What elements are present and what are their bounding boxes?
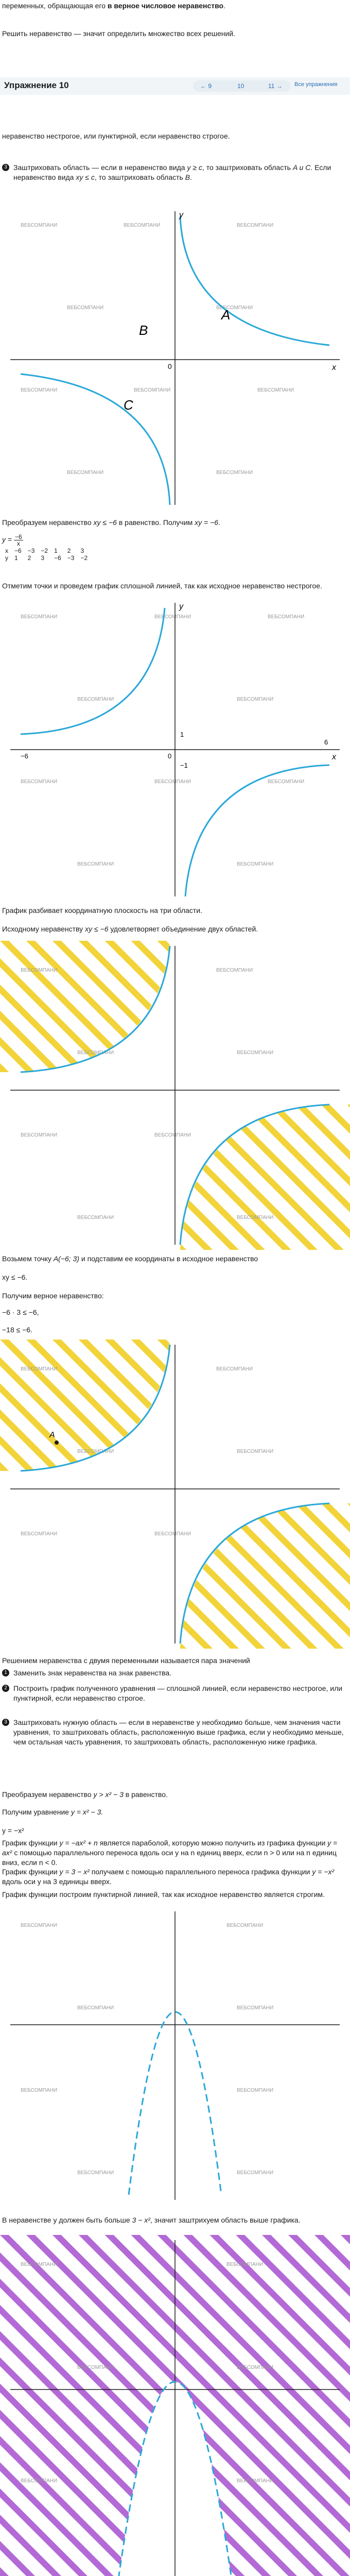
rule-2: Построить график полученного уравнения — сплошной линией, если неравенство нестрогое, или пунктирной, если неравенство строгое. — [13, 1684, 343, 1702]
svg-text:ВЕБСОМПАНИ: ВЕБСОМПАНИ — [67, 470, 104, 476]
svg-text:ВЕБСОМПАНИ: ВЕБСОМПАНИ — [21, 1132, 58, 1138]
rule-line-2: Заштриховать область — если в неравенство вида y ≥ c, то заштриховать область A и C. Если неравенство вида xy ≤ c, то заштриховать область B. — [13, 163, 331, 181]
axis-label-x: x — [332, 363, 336, 372]
svg-text:ВЕБСОМПАНИ: ВЕБСОМПАНИ — [77, 2365, 114, 2370]
rule-3: Заштриховать нужную область — если в неравенстве у необходимо больше, чем значения части уравнения, то заштриховать область, расположенную выше графика, если у необходимо меньше, чем остальная часть уравнения, то заштриховать область, расположенную ниже графика. — [13, 1718, 344, 1746]
tick-label-m6: −6 — [21, 752, 28, 760]
label-A: A — [221, 307, 231, 323]
intro-bold: в верное числовое неравенство — [107, 2, 224, 10]
curve-branch-lower-right — [185, 765, 329, 896]
svg-text:ВЕБСОМПАНИ: ВЕБСОМПАНИ — [67, 305, 104, 311]
svg-text:ВЕБСОМПАНИ: ВЕБСОМПАНИ — [237, 2478, 274, 2484]
exercise-header — [0, 77, 350, 95]
step6-line-1: Преобразуем неравенство y > x² − 3 в равенство. — [2, 1790, 168, 1799]
tick-label-m1: −1 — [180, 761, 188, 769]
svg-text:ВЕБСОМПАНИ: ВЕБСОМПАНИ — [226, 1923, 264, 1928]
step1-formula: y = $\frac{-6}{x}$ — [2, 533, 22, 547]
svg-text:ВЕБСОМПАНИ: ВЕБСОМПАНИ — [268, 614, 305, 620]
tick-label-1: 1 — [180, 731, 184, 738]
all-exercises-link[interactable]: Все упражнения — [294, 81, 338, 88]
svg-text:ВЕБСОМПАНИ: ВЕБСОМПАНИ — [21, 1923, 58, 1928]
figure-regions — [0, 206, 350, 515]
exercise-nav — [193, 80, 291, 92]
svg-text:ВЕБСОМПАНИ: ВЕБСОМПАНИ — [216, 1366, 253, 1372]
svg-text:ВЕБСОМПАНИ: ВЕБСОМПАНИ — [237, 2170, 274, 2176]
svg-text:ВЕБСОМПАНИ: ВЕБСОМПАНИ — [237, 1215, 274, 1221]
step4-line-2: xy ≤ −6. — [2, 1273, 28, 1281]
prev-exercise-link[interactable]: ← 9 — [200, 82, 212, 90]
svg-text:ВЕБСОМПАНИ: ВЕБСОМПАНИ — [237, 2088, 274, 2093]
figure-graph — [0, 598, 350, 902]
label-B: B — [139, 323, 148, 338]
svg-text:ВЕБСОМПАНИ: ВЕБСОМПАНИ — [77, 1050, 114, 1056]
svg-text:ВЕБСОМПАНИ: ВЕБСОМПАНИ — [226, 2262, 264, 2267]
rule-1: Заменить знак неравенства на знак равенства. — [13, 1669, 172, 1677]
exercise-title: Упражнение 10 — [4, 80, 69, 90]
table-row-x: x −6 −3 −2 1 2 3 — [5, 547, 84, 554]
step1-text: Преобразуем неравенство xy ≤ −6 в равенство. Получим xy = −6. — [2, 518, 220, 527]
svg-text:ВЕБСОМПАНИ: ВЕБСОМПАНИ — [237, 223, 274, 228]
svg-text:ВЕБСОМПАНИ: ВЕБСОМПАНИ — [77, 1215, 114, 1221]
svg-text:ВЕБСОМПАНИ: ВЕБСОМПАНИ — [268, 779, 305, 785]
svg-text:ВЕБСОМПАНИ: ВЕБСОМПАНИ — [21, 387, 58, 393]
svg-text:ВЕБСОМПАНИ: ВЕБСОМПАНИ — [21, 223, 58, 228]
svg-text:ВЕБСОМПАНИ: ВЕБСОМПАНИ — [154, 614, 191, 620]
svg-text:ВЕБСОМПАНИ: ВЕБСОМПАНИ — [237, 1050, 274, 1056]
svg-text:ВЕБСОМПАНИ: ВЕБСОМПАНИ — [154, 779, 191, 785]
figure-parabola — [0, 1906, 350, 2205]
figure-hatched-violet — [0, 2235, 350, 2576]
step6-line-6: График функции построим пунктирной линией, так как исходное неравенство является строгим. — [2, 1890, 325, 1899]
svg-text:ВЕБСОМПАНИ: ВЕБСОМПАНИ — [21, 968, 58, 973]
origin-label: 0 — [168, 362, 172, 370]
step3-line-1: График разбивает координатную плоскость на три области. — [2, 906, 202, 914]
rule-number-1: 1 — [2, 1669, 9, 1676]
svg-text:ВЕБСОМПАНИ: ВЕБСОМПАНИ — [134, 387, 171, 393]
svg-text:ВЕБСОМПАНИ: ВЕБСОМПАНИ — [154, 1531, 191, 1537]
watermark-grid — [21, 1923, 273, 2176]
label-C: C — [124, 397, 133, 413]
step6-line-5: График функции y = 3 − x² получаем с помощью параллельного переноса графика функции y = −x² вдоль оси y на 3 единицы вверх. — [2, 1868, 335, 1886]
rule-number-3: 3 — [2, 1719, 9, 1726]
axis-label-y: y — [179, 211, 183, 219]
svg-text:ВЕБСОМПАНИ: ВЕБСОМПАНИ — [77, 1449, 114, 1454]
tick-label-6: 6 — [324, 738, 328, 746]
svg-text:ВЕБСОМПАНИ: ВЕБСОМПАНИ — [21, 2262, 58, 2267]
label-A: A — [49, 1431, 55, 1439]
svg-text:ВЕБСОМПАНИ: ВЕБСОМПАНИ — [21, 2088, 58, 2093]
values-table — [2, 547, 91, 562]
curve-branch-upper-left — [21, 608, 165, 734]
intro-line-2: Решить неравенство — значит определить множество всех решений. — [2, 29, 236, 38]
table-row-y: y 1 2 3 −6 −3 −2 — [5, 554, 88, 562]
step3-line-2: Исходному неравенству xy ≤ −6 удовлетворяет объединение двух областей. — [2, 925, 258, 933]
svg-text:ВЕБСОМПАНИ: ВЕБСОМПАНИ — [216, 470, 253, 476]
svg-text:ВЕБСОМПАНИ: ВЕБСОМПАНИ — [216, 305, 253, 311]
svg-text:ВЕБСОМПАНИ: ВЕБСОМПАНИ — [237, 697, 274, 702]
svg-text:ВЕБСОМПАНИ: ВЕБСОМПАНИ — [77, 2005, 114, 2011]
step4-line-4: −6 · 3 ≤ −6, — [2, 1308, 39, 1316]
axis-label-y: y — [179, 602, 183, 611]
step5-definition: Решением неравенства с двумя переменными называется пара значений — [2, 1656, 250, 1665]
svg-text:ВЕБСОМПАНИ: ВЕБСОМПАНИ — [124, 223, 161, 228]
origin-label: 0 — [168, 752, 172, 760]
svg-text:ВЕБСОМПАНИ: ВЕБСОМПАНИ — [21, 1531, 58, 1537]
svg-text:ВЕБСОМПАНИ: ВЕБСОМПАНИ — [237, 2365, 274, 2370]
figure-hatched-yellow — [0, 941, 350, 1250]
step4-line-3: Получим верное неравенство: — [2, 1292, 104, 1300]
step2-text: Отметим точки и проведем график сплошной линией, так как исходное неравенство нестрогое. — [2, 582, 322, 590]
svg-text:ВЕБСОМПАНИ: ВЕБСОМПАНИ — [237, 861, 274, 867]
rule-line-1: неравенство нестрогое, или пунктирной, если неравенство строгое. — [2, 132, 230, 140]
svg-text:ВЕБСОМПАНИ: ВЕБСОМПАНИ — [21, 1366, 58, 1372]
svg-text:ВЕБСОМПАНИ: ВЕБСОМПАНИ — [237, 2005, 274, 2011]
svg-text:ВЕБСОМПАНИ: ВЕБСОМПАНИ — [77, 697, 114, 702]
svg-text:ВЕБСОМПАНИ: ВЕБСОМПАНИ — [21, 614, 58, 620]
svg-text:ВЕБСОМПАНИ: ВЕБСОМПАНИ — [21, 779, 58, 785]
watermark-grid — [21, 223, 294, 476]
step6-line-4: График функции y = −ax² + n является параболой, которую можно получить из графика функции y = ax² с помощью параллельного переноса вдоль оси y на n единиц вверх, если n > 0 или на n единиц вниз, если n < 0. — [2, 1839, 338, 1867]
svg-text:ВЕБСОМПАНИ: ВЕБСОМПАНИ — [154, 1132, 191, 1138]
svg-text:ВЕБСОМПАНИ: ВЕБСОМПАНИ — [237, 1449, 274, 1454]
rule-number: 3 — [2, 164, 9, 171]
step7-text: В неравенстве y должен быть больше 3 − x², значит заштрихуем область выше графика. — [2, 2216, 301, 2224]
svg-text:ВЕБСОМПАНИ: ВЕБСОМПАНИ — [77, 2170, 114, 2176]
svg-text:ВЕБСОМПАНИ: ВЕБСОМПАНИ — [21, 2478, 58, 2484]
figure-hatched-yellow-point — [0, 1340, 350, 1649]
hyperbola-branch-left — [21, 374, 170, 505]
watermark-grid — [21, 614, 304, 867]
svg-text:ВЕБСОМПАНИ: ВЕБСОМПАНИ — [257, 387, 294, 393]
current-exercise: 10 — [237, 82, 244, 90]
axis-label-x: x — [332, 753, 336, 761]
hyperbola-branch-right — [180, 216, 329, 345]
rule-number-2: 2 — [2, 1685, 9, 1692]
intro-text: переменных, обращающая его — [2, 2, 106, 10]
intro-line-1: переменных, обращающая его в верное числовое неравенство. — [2, 2, 225, 10]
step4-line-1: Возьмем точку A(−6; 3) и подставим ее координаты в исходное неравенство — [2, 1255, 258, 1263]
step6-line-3: y = −x² — [2, 1826, 24, 1835]
next-exercise-link[interactable]: 11 → — [268, 82, 283, 90]
svg-text:ВЕБСОМПАНИ: ВЕБСОМПАНИ — [216, 968, 253, 973]
step6-line-2: Получим уравнение y = x² − 3. — [2, 1808, 103, 1816]
point-A — [55, 1440, 59, 1445]
svg-text:ВЕБСОМПАНИ: ВЕБСОМПАНИ — [77, 861, 114, 867]
step4-line-5: −18 ≤ −6. — [2, 1326, 33, 1334]
